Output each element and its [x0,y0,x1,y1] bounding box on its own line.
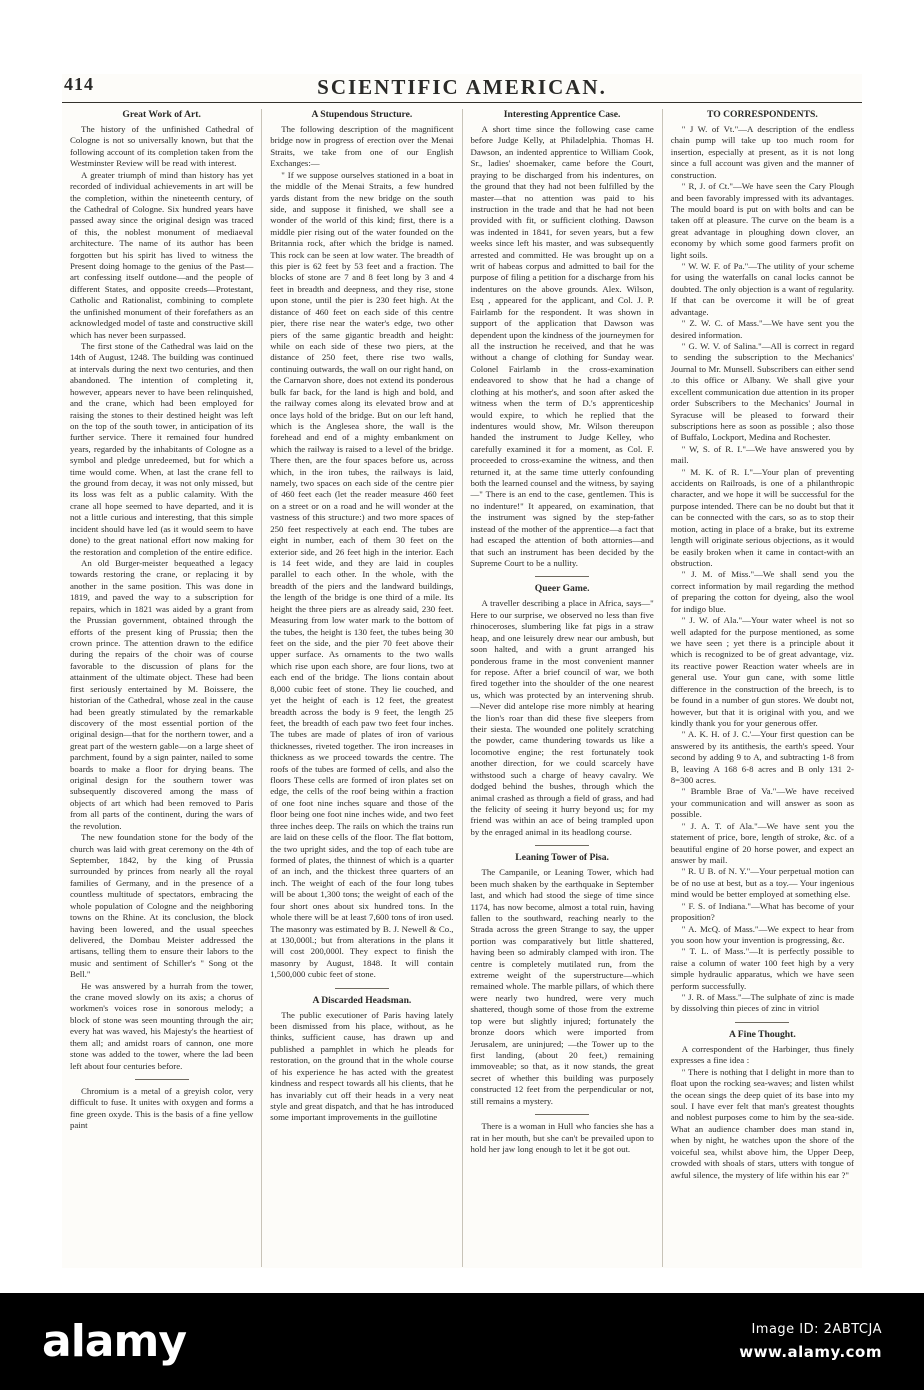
article-body [471,1121,654,1155]
article-title: A Fine Thought. [729,1028,796,1040]
article-body [270,1010,453,1124]
article-body [471,598,654,838]
article-body [70,1086,253,1132]
paragraph: He was answered by a hurrah from the tower, the crane moved slowly on its axis; a chorus of workmen's voices rose in sonorous melody; a block of stone was seen mounting through the air; every hat was waved, his Majesty's the heartiest of them all; and amidst roars of cannon, one more stone was added to the tower, where the lad been left about four centuries before. [70,980,254,1071]
paragraph: " There is nothing that I delight in more than to float upon the rocking sea-waves; and listen whilst the ocean sings the deep quiet of its base into my soul. I have ever felt that man's greatest thoughts and noblest purposes come to him by the sea-side. What an audience chamber does man stand in, when by night, he watches upon the shore of the voiceful sea, whilst above him, the Upper Deep, crowded with shoals of stars, utters with tongue of awful silence, the mystery of life within his ear ?" [670,1066,854,1180]
paragraph: " W. W. F. of Pa."—The utility of your scheme for using the waterfalls on canal locks cannot be doubted. The only objection is a want of regularity. If that can be overcome it will be of great advantage. [670,261,854,317]
newspaper-page [62,74,862,1268]
alamy-url: www.alamy.com [739,1343,882,1361]
paragraph: " A. McQ. of Mass."—We expect to hear from you soon how your invention is progressing, &c. [670,923,854,945]
article-chromium-note [70,1079,253,1132]
article-fine-thought [671,1022,854,1181]
article-body [471,867,654,1107]
paragraph: The following description of the magnificent bridge now in progress of erection over the Menai Straits, we take from one of our English Exchanges:— [270,123,454,169]
paragraph: " R, J. of Ct."—We have seen the Cary Plough and been favorably impressed with its advantages. The mould board is put on with bolts and can be taken off at pleasure. The curve on the beam is a great advantage in ploughing down clover, an economy by which some good farmers profit on light soils. [670,181,854,260]
paragraph: The first stone of the Cathedral was laid on the 14th of August, 1248. The building was continued at intervals during the next two centuries, and then abandoned. The intention of completing it, however, appears never to have been relinquished, and the crane, which had been employed for raising the stones to their destined height was left on the top of the south tower, in anticipation of its further service. There it remained four hundred years, regarded by the inhabitants of Cologne as a symbol and pledge unredeemed, but for which a time would come. When, at last the crane fell to the ground from decay, it was not only missed, but its loss was felt as a public calamity. With the crane all hope seemed to have departed, and it is not a little curious and interesting, that this simple incident should have led (as it would seem to have done) to the great national effort now making for the restoration and completion of the entire edifice. [70,341,254,557]
page-number: 414 [64,74,94,94]
image-id: Image ID: 2ABTCJA [751,1322,882,1337]
paragraph: " J W. of Vt."—A description of the endless chain pump will take up too much room for insertion, especially at present, as it is not long since a full account was given and the manner of construction. [670,123,854,180]
article-to-correspondents [671,109,854,1015]
paragraph: " Z. W. C. of Mass."—We have sent you the desired information. [670,318,854,340]
paragraph: The new foundation stone for the body of the church was laid with great ceremony on the 4th of September, 1842, by the king of Prussia surrounded by princes from nearly all the royal families of Germany, and in the presence of a countless multitude of spectators, embracing the whole population of Cologne and the neighboring towns on the Rhine. At its conclusion, the block having been lowered, and the usual speeches delivered, the Dombau Meister addressed the artisans, telling them to ensure their labors to the music and sentiment of Schiller's " Song ot the Bell." [70,832,254,980]
article-leaning-tower [471,845,654,1107]
paragraph: An old Burger-meister bequeathed a legacy towards restoring the crane, or replacing it by another in the same position. This was done in 1819, and paved the way to a subscription for repairs, which in 1821 was aided by a grant from the Prussian government, obtained through the efforts of the present king of Prussia; then the crown prince. The attention drawn to the edifice during the repairs of the choir was of course favorable to the discussion of plans for the attainment of the ultimate object. These had been first seriously entertained by M. Boissere, the historian of the Cathedral, whose zeal in the cause had been greatly stimulated by the remarkable discovery of the most essential portion of the original design—that for the northern tower, and a great part of the western gable—on a large sheet of parchment, found by a sign painter, nailed to some boards to make a floor for drying beans. The original design for the southern tower was subsequently discovered among the mass of objects of art which had been removed to Paris from all parts of the continent, during the wars of the revolution. [70,558,254,831]
paragraph: " J. A. T. of Ala."—We have sent you the statement of price, bore, length of stroke, &c. of a beautiful engine of 20 horse power, and expect an answer by mail. [670,820,854,865]
paragraph: " G. W. V. of Salina."—All is correct in regard to sending the subscription to the Mechanics' Journal to Mr. Munsell. Subscribers can either send .to this office or Albany. We shall give your excellent communication due attention in its proper order Subscribers to the Mechanics' Journal in Syracuse will be pleased to forward their subscriptions here as soon as possible ; also those of Buffalo, Lockport, Medina and Rochester. [670,341,854,443]
column-3 [462,109,662,1267]
column-4 [662,109,862,1267]
article-apprentice-case [471,109,654,569]
article-queer-game [471,576,654,838]
article-title: Queer Game. [534,583,590,595]
masthead-rule [62,102,862,103]
article-body [70,124,253,1072]
masthead [62,74,862,100]
paragraph: There is a woman in Hull who fancies she has a rat in her mouth, but she can't be prevailed upon to hold her jaw long enough to let it be got out. [470,1121,654,1154]
article-stupendous-structure [270,109,453,981]
paragraph: " J. W. of Ala."—Your water wheel is not so well adapted for the purpose mentioned, as some we have seen ; yet there is a principle about it which is recognized to be of great advantage, viz. its reactive power Reaction water wheels are in general use. Your gun cane, with some little difference in the construction of the breech, is to be found in a number of gun stores. We doubt not, however, but that it is original with you, and we kindly thank you for your generous offer. [670,615,854,728]
article-body [671,1044,854,1181]
article-discarded-headsman [270,988,453,1124]
article-body [471,124,654,569]
paragraph: The history of the unfinished Cathedral of Cologne is not so universally known, but that the following account of its completion taken from the Westminster Review will be read with interest. [70,123,254,169]
paragraph: " A. K. H. of J. C.'—Your first question can be answered by its antithesis, the earth's speed. Your second by adding 9 to A, and subtracting 1-8 from B, leaving A 168 6-8 acres and B only 131 2-8=300 acres. [670,729,854,786]
paragraph: Chromium is a metal of a greyish color, very difficult to fuse. It unites with oxygen and forms a fine green oxyde. This is the basis of a fine yellow paint [70,1086,254,1131]
paragraph: " T. L. of Mass."—It is perfectly possible to raise a column of water 100 feet high by a very simple hydraulic apparatus, which we have seen perform successfully. [670,946,854,991]
paragraph: A short time since the following case came before Judge Kelly, at Philadelphia. Thomas H. Dawson, an indented apprentice to William Cook, Sr., ladies' shoemaker, came before the Court, praying to be discharged from his indentures, on the ground that they had not been fulfilled by the master—that no attention was paid to his instruction in the trade and that he had not been provided with fit, or sufficient clothing. Dawson was indented in 1841, for seven years, but a few weeks since left his master, and was subsequently arrested and committed. He was brought up on a writ of habeas corpus and admitted to bail for the purpose of filing a petition for a discharge from his indentures on the above grounds. Alex. Wilson, Esq , appeared for the applicant, and Col. J. P. Fairlamb for the respondent. It was shown in support of the application that Dawson was dependent upon the kindness of the journeymen for all the instruction he received, and that he was without a change of clothing for Sunday wear. Colonel Fairlamb in the cross-examination endeavored to show that he had a change of clothing at his mother's, and soon after asked the witness when the term of D.'s apprenticeship would expire, to which he replied that the indentures would show, Mr. Wilson thereupon handed the instrument to Judge Kelley, who carefully examined it for a moment, as Col. F. proceeded to cross-examine the witness, and then returned it, at the same time utterly confounding both the learned counsel and the witness, by saying—" There is an end to the case, gentlemen. This is no indenture!" It appeared, on examination, that the instrument was signed by the step-father instead of the mother of the apprentice—a fact that had escaped the attention of both attornies—and that such an instrument has been decided by the Supreme Court to be a nullity. [470,123,654,569]
paragraph: " If we suppose ourselves stationed in a boat in the middle of the Menai Straits, a few hundred yards distant from the new bridge on the south side, and suppose it finished, we shall see a wonder of the world of this kind; first, there is a middle pier rising out of the water founded on the Britannia rock, after which the bridge is named. This rock can be seen at low water. The breadth of this pier is 62 feet by 53 feet and a fraction. The blocks of stone are 7 and 8 feet long by 3 and 4 feet in breadth and deepness, and they rise, stone upon stone, until the pier is 230 feet high. At the distance of 460 feet on each side of this centre pier, there rise near the water's edge, two other piers of the same gigantic breadth and height: while on each side of these two piers, at the distance of 250 feet, there rise two walls, continuing outwards, the wall on our right hand, on the Carnarvon shore, does not extend its ponderous bulk far back, for the land is high and bold, and the railway comes along its elevated brow and at once lays hold of the bridge. But on our left hand, which is the Anglesea shore, the wall is the forehead and end of a mighty embankment on which the railway is raised to a level of the bridge. There then, are the four spaces before us, across which, in the iron tubes, the railways is laid, namely, two spaces on each side of the centre pier of 460 feet each (let the reader measure 460 feet on a street or on a road and he will wonder at the vastness of this structure:) and two more spaces of 250 feet respectively at each end. The tubes are eight in number, each of them 30 feet on the exterior side, and 26 feet high in the interior. Each is 14 feet wide, and they are laid in couples parallel to each other. In the whole, with the breadth of the piers and the landward buildings, the length of the bridge is one third of a mile. Its height the three piers are as already said, 230 feet. Measuring from low water mark to the bottom of the tubes, the height is 130 feet, the tubes being 30 feet on the side, and the pier 70 feet above their upper surface. As ornaments to the two walls which rise upon each shore, are four lions, two at each end of the bridge. The lions contain about 8,000 cubic feet of stone. They lie couched, and yet the height of each is 12 feet, the greatest breadth across the body is 9 feet, the length 25 feet, the breadth of each paw two feet four inches. The tubes are made of plates of iron of various thicknesses, riveted together. The iron increases in thickness as we proceed towards the centre. The roofs of the tubes are formed of cells, and also the floors These cells are formed of iron plates set on edge, the cells of the roof being within a fraction of one foot nine inches square and those of the floor being one foot nine inches wide, and two feet three inches deep. The rails on which the trains run are laid on these cells of the floor. The flat bottom, the two upright sides, and the top of each tube are formed of plates, the thinnest of which is a quarter of an inch, and the thickest three quarters of an inch. The weight of each of the four long tubes will be about 1,300 tons; the weight of each of the four short ones about six hundred tons. In the whole there will be at least 7,600 tons of iron used. The masonry was estimated by B. J. Newell & Co., at 130,000l.; but from alterations in the plans it will cost 200,000l. They expect to finish the masonry by August, 1848. It will contain 1,500,000 cubic feet of stone. [270,169,454,980]
watermark-bar [0,1293,924,1390]
alamy-logo: alamy [42,1315,186,1367]
paragraph: " W, S. of R. I."—We have answered you by mail. [670,443,854,466]
paragraph: " J. M. of Miss."—We shall send you the correct information by mail regarding the method of preparing the cotton for dyeing, also the wool for indigo blue. [670,569,854,614]
paragraph: A greater triumph of mind than history has yet recorded of individual achievements in art will be the completion, within the nineteenth century, of the Cathedral of Cologne. Six hundred years have passed away since the original design was traced of this, the noblest monument of mediaeval architecture. The name of its author has been forgotten but his spirit has lived to witness the Present doing homage to the genius of the Past—art confessing itself outdone—and the people of different States, and opposite creeds—Protestant, Catholic and Rationalist, combining to complete the unfinished monument of their forefathers as an acknowledged model of taste and constructive skill which has never been surpassed. [70,169,254,340]
article-great-work-of-art [70,109,253,1072]
paragraph: " F. S. of Indiana."—What has become of your proposition? [670,900,854,923]
paragraph: The public executioner of Paris having lately been dismissed from his place, without, as he thinks, sufficient cause, has drawn up and published a pamphlet in which he pleads for restoration, on the ground that in the whole course of his experience he has acted with the greatest kindness and respect towards all his clients, that he has invariably cut off their heads in a very neat style and great dispatch, and that he has introduced some important improvements in the guillotine [270,1009,454,1123]
image-credit [739,1322,882,1361]
article-title: Interesting Apprentice Case. [503,109,621,120]
article-title: A Stupendous Structure. [311,109,413,120]
paragraph: " J. R. of Mass."—The sulphate of zinc is made by dissolving thin pieces of zinc in vitriol [670,992,854,1014]
article-title: TO CORRESPONDENTS. [707,109,818,120]
paragraph: " Bramble Brae of Va."—We have received your communication and will answer as soon as possible. [670,786,854,820]
article-title: Great Work of Art. [122,109,201,120]
article-title: Leaning Tower of Pisa. [515,852,609,864]
paragraph: A correspondent of the Harbinger, thus finely expresses a fine idea : [670,1043,854,1066]
publication-title: SCIENTIFIC AMERICAN. [317,75,607,99]
article-title: A Discarded Headsman. [312,994,412,1006]
article-hull-rat-note [471,1114,654,1155]
paragraph: A traveller describing a place in Africa, says—" Here to our surprise, we observed no less than five rhinoceroses, slumbering like fat pigs in a straw heap, and one leisurely drew near our ambush, but soon halted, and with a grunt arranged his ponderous frame in the most convenient manner for repose. After a brief council of war, we both fired together into the shoulder of the one nearest us, which was protected by an intervening shrub. —Never did antelope rise more nimbly at hearing the lion's roar than did these five sleepers from their siesta. The wounded one politely scratching the powder, came thundering towards us like a locomotive engine; the rest fortunately took another direction, for we could scarcely have withstood such a charge of heavy cavalry. We dodged behind the bushes, through which the animal crashed as through a field of grass, and had the felicity of seeing it hurry beyond us; for my friend was within an ace of being trampled upon by the enraged animal in its headlong course. [470,598,654,837]
article-body [270,124,453,981]
paragraph: " M. K. of R. I."—Your plan of preventing accidents on Railroads, is one of a philanthropic character, and we hope it will be successful for the purpose intended. There can be no doubt but that it can be connected with the cars, so as to stop their motion, acting in place of a brake, but its extreme length will originate serious objections, as it would be easily broken when it came in contact-with an obstruction. [670,466,854,569]
column-2 [261,109,461,1267]
columns [62,109,862,1267]
column-1 [62,109,261,1267]
article-body [671,124,854,1015]
paragraph: " R. U B. of N. Y."—Your perpetual motion can be of no use at best, but as a toy.— Your ingenious mind would be better employed at something else. [670,866,854,900]
paragraph: The Campanile, or Leaning Tower, which had been much shaken by the earthquake in September last, and which had stood the siege of time since 1174, has now become, almost a total ruin, having fallen to the southward, reaching nearly to the Strada across the green Strange to say, the upper portion was comparatively but little shattered, having been so admirably clamped with iron. The centre is completely mutilated run, from the extreme weight of the superstructure—which remained whole. The marble pillars, of which there were nearly two hundred, were very much shattered, though some of those from the extreme top were but slightly injured; fortunately the bronze doors which were imported from Jerusalem, are uninjured; —the Tower up to the first landing, (about 20 feet,) remaining immoveable; so that, as it now stands, the great secret of whether this building was purposely constructed 12 feet from the perpendicular or not, still remains a mystery. [470,867,654,1106]
